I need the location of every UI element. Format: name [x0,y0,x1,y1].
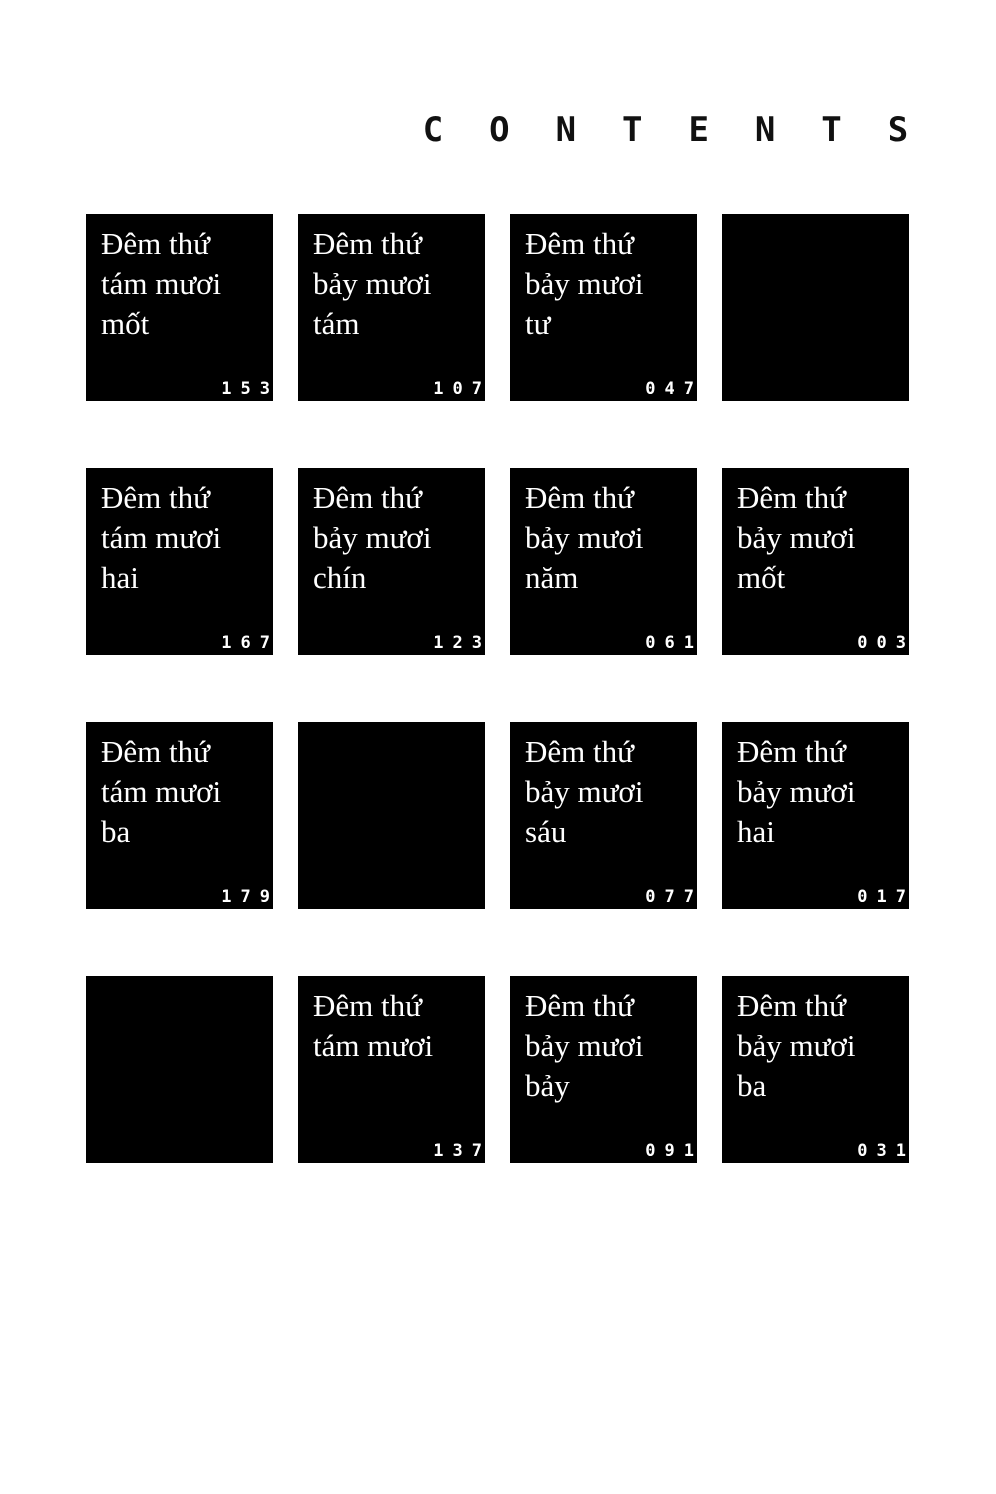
chapter-title: Đêm thứ tám mươi [313,988,434,1063]
chapter-page-number: 167 [221,633,279,653]
chapter-card[interactable] [510,214,703,401]
blank-card [298,722,485,909]
heading-letter: T [622,110,643,150]
chapter-title: Đêm thứ bảy mươi tám [313,226,432,341]
chapter-title: Đêm thứ bảy mươi năm [525,480,644,595]
chapter-card[interactable] [722,722,915,909]
chapter-title: Đêm thứ tám mươi hai [101,480,222,595]
chapter-title: Đêm thứ bảy mươi tư [525,226,644,341]
chapter-title: Đêm thứ bảy mươi chín [313,480,432,595]
chapter-card[interactable] [86,214,279,401]
chapter-page-number: 137 [433,1141,491,1161]
heading-letter: O [489,110,510,150]
chapter-page-number: 179 [221,887,279,907]
blank-card [722,214,909,401]
heading-letter: E [688,110,709,150]
heading-letter: T [821,110,842,150]
chapter-title: Đêm thứ bảy mươi mốt [737,480,856,595]
blank-card [86,976,273,1163]
chapter-title: Đêm thứ tám mươi ba [101,734,222,849]
heading-letter: N [555,110,577,150]
chapter-title: Đêm thứ bảy mươi hai [737,734,856,849]
chapter-page-number: 107 [433,379,491,399]
chapter-grid [86,214,915,1163]
heading-letter: C [422,110,444,150]
chapter-page-number: 017 [857,887,915,907]
chapter-title: Đêm thứ bảy mươi bảy [525,988,644,1103]
chapter-page-number: 061 [645,633,703,653]
chapter-card[interactable] [298,468,491,655]
heading-letter: N [754,110,776,150]
chapter-card[interactable] [298,976,491,1163]
chapter-title: Đêm thứ bảy mươi sáu [525,734,644,849]
chapter-title: Đêm thứ bảy mươi ba [737,988,856,1103]
contents-heading [418,108,913,152]
chapter-page-number: 091 [645,1141,703,1161]
chapter-page-number: 003 [857,633,915,653]
chapter-page-number: 031 [857,1141,915,1161]
chapter-card[interactable] [298,214,491,401]
chapter-card[interactable] [722,468,915,655]
chapter-card[interactable] [86,722,279,909]
chapter-card[interactable] [510,722,703,909]
chapter-card[interactable] [510,468,703,655]
chapter-page-number: 077 [645,887,703,907]
chapter-card[interactable] [510,976,703,1163]
chapter-page-number: 153 [221,379,279,399]
chapter-card[interactable] [86,468,279,655]
chapter-page-number: 047 [645,379,703,399]
chapter-page-number: 123 [433,633,491,653]
chapter-card[interactable] [722,976,915,1163]
heading-letter: S [887,110,909,150]
chapter-title: Đêm thứ tám mươi mốt [101,226,222,341]
